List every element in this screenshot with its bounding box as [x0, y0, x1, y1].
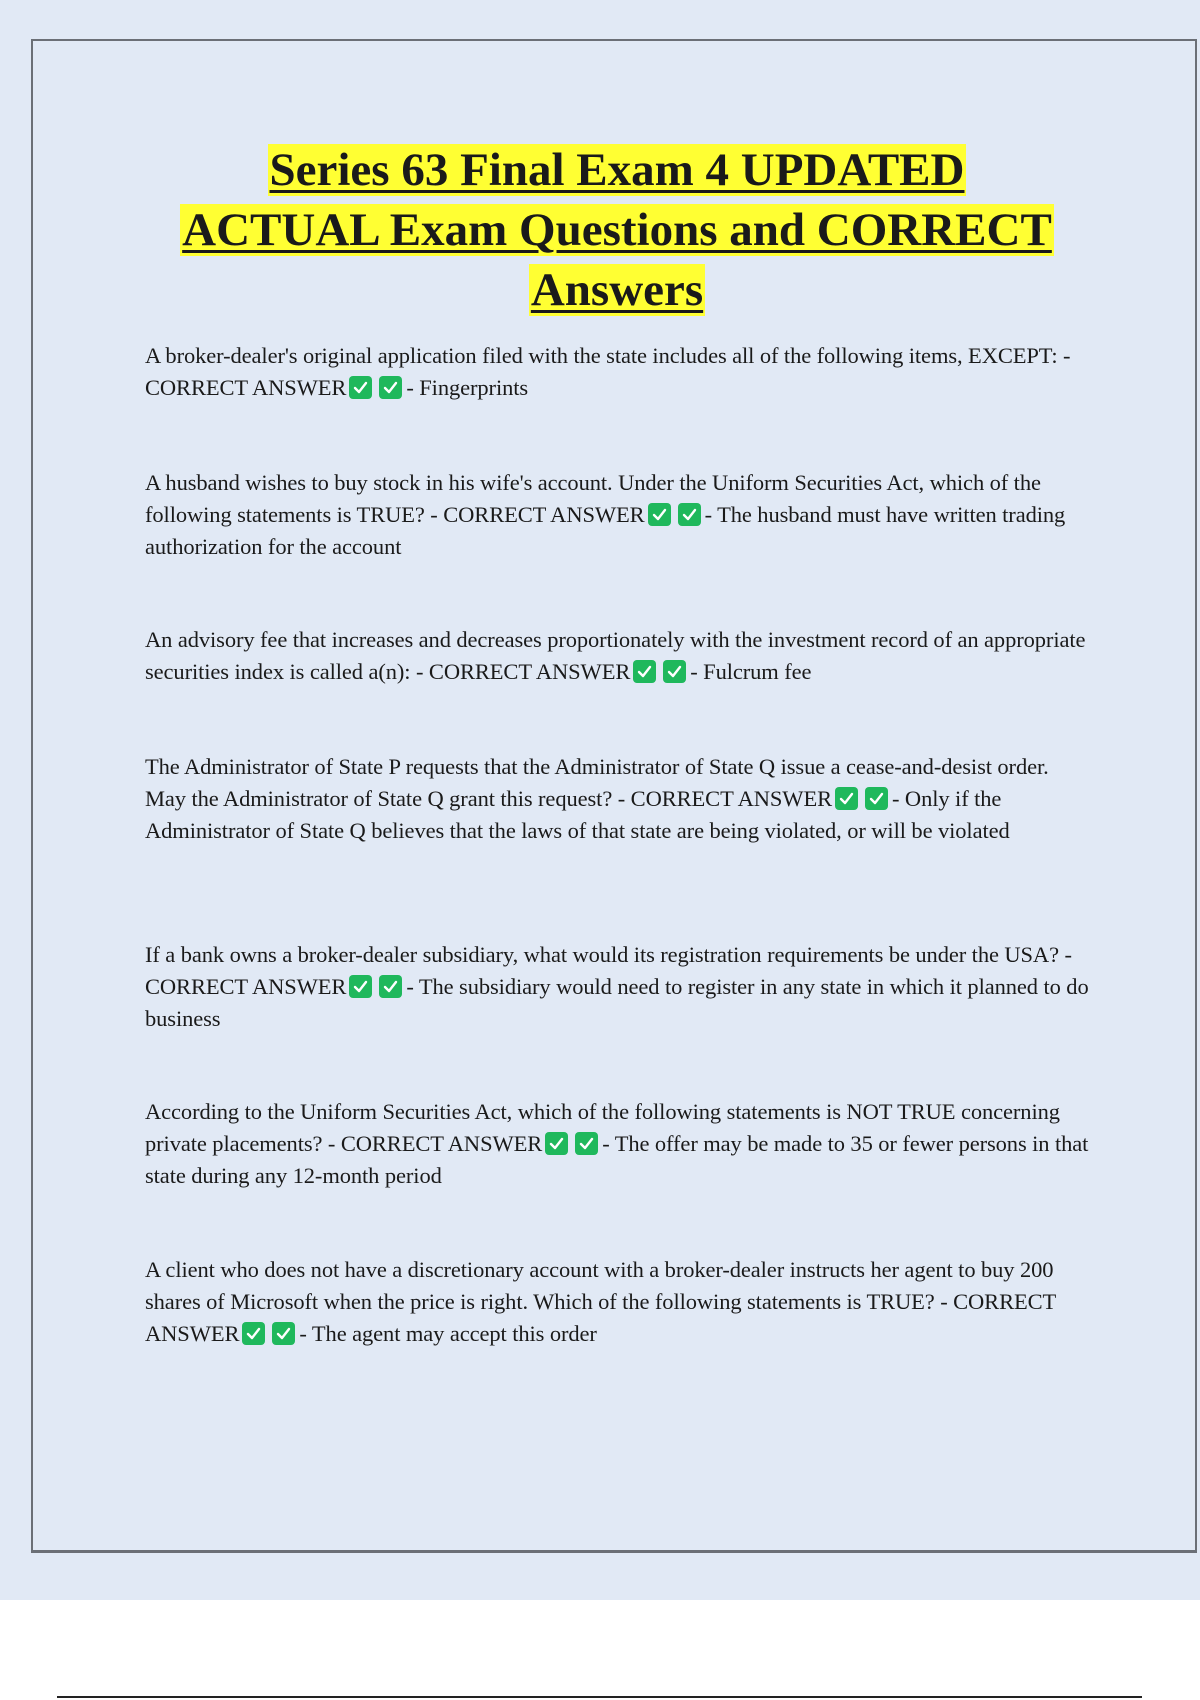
check-mark-icon — [678, 503, 701, 526]
title-line-1 — [60, 140, 1174, 200]
title-line-2 — [60, 200, 1174, 260]
qa-item-1 — [145, 340, 1090, 404]
question-text: A husband wishes to buy stock in his wife's account. Under the Uniform Securities Act, which of the following statements is TRUE? - — [145, 470, 1041, 527]
question-text: The Administrator of State P requests that the Administrator of State Q issue a cease-and-desist order. May the Administrator of State Q grant this request? - — [145, 754, 1049, 811]
answer-text: - Fingerprints — [406, 375, 529, 400]
qa-item-6 — [145, 1096, 1090, 1192]
check-mark-icon — [633, 660, 656, 683]
document-title — [60, 140, 1174, 320]
check-mark-icon — [272, 1322, 295, 1345]
title-line-2-text: ACTUAL Exam Questions and CORRECT — [182, 204, 1052, 256]
check-mark-icon — [648, 503, 671, 526]
check-mark-icon — [545, 1132, 568, 1155]
check-mark-icon — [242, 1322, 265, 1345]
question-text: An advisory fee that increases and decreases proportionately with the investment record of an appropriate securities index is called a(n): - — [145, 627, 1086, 684]
answer-marker: CORRECT ANSWER — [340, 1131, 543, 1156]
question-text: A client who does not have a discretionary account with a broker-dealer instructs her agent to buy 200 shares of Microsoft when the price is right. Which of the following statements is TRUE? - — [145, 1257, 1054, 1314]
answer-marker: CORRECT ANSWER — [145, 1289, 1056, 1346]
check-mark-icon — [349, 376, 372, 399]
answer-marker: CORRECT ANSWER — [630, 786, 832, 811]
check-mark-icon — [575, 1132, 598, 1155]
answer-marker: CORRECT ANSWER — [145, 974, 347, 999]
qa-item-2 — [145, 467, 1090, 563]
check-mark-icon — [835, 787, 858, 810]
title-line-3 — [60, 260, 1174, 320]
answer-text: - The subsidiary would need to register in any state in which it planned to do business — [145, 974, 1089, 1031]
title-line-3-text: Answers — [530, 264, 704, 316]
qa-item-5 — [145, 939, 1090, 1035]
answer-marker: CORRECT ANSWER — [145, 375, 347, 400]
qa-item-3 — [145, 624, 1090, 688]
check-mark-icon — [663, 660, 686, 683]
check-mark-icon — [349, 975, 372, 998]
answer-text: - Only if the Administrator of State Q believes that the laws of that state are being violated, or will be violated — [145, 786, 1010, 843]
check-mark-icon — [379, 376, 402, 399]
question-text: If a bank owns a broker-dealer subsidiary, what would its registration requirements be under the USA? - — [145, 942, 1072, 967]
answer-text: - Fulcrum fee — [690, 659, 812, 684]
check-mark-icon — [379, 975, 402, 998]
qa-item-4 — [145, 751, 1090, 847]
answer-text: - The agent may accept this order — [299, 1321, 597, 1346]
footer-divider — [57, 1696, 1142, 1698]
answer-marker: CORRECT ANSWER — [428, 659, 631, 684]
answer-text: - The husband must have written trading authorization for the account — [145, 502, 1066, 559]
answer-text: - The offer may be made to 35 or fewer persons in that state during any 12-month period — [145, 1131, 1089, 1188]
title-line-1-text: Series 63 Final Exam 4 UPDATED — [269, 144, 965, 196]
question-text: According to the Uniform Securities Act, which of the following statements is NOT TRUE concerning private placements? - — [145, 1099, 1060, 1156]
answer-marker: CORRECT ANSWER — [443, 502, 645, 527]
question-text: A broker-dealer's original application filed with the state includes all of the following items, EXCEPT: - — [145, 343, 1071, 368]
qa-item-7 — [145, 1254, 1090, 1350]
check-mark-icon — [865, 787, 888, 810]
